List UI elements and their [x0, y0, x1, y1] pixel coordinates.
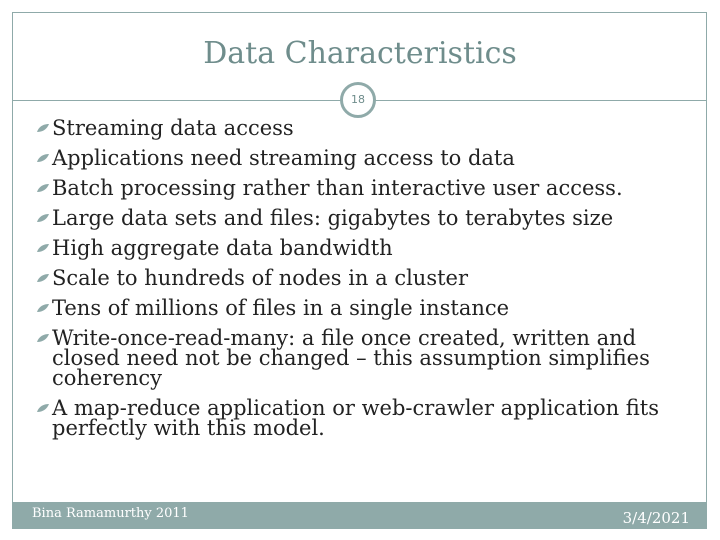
page-number-badge: 18: [340, 82, 376, 118]
bullet-list: [34, 118, 694, 448]
leaf-bullet-icon: [36, 273, 50, 283]
footer-date: 3/4/2021: [622, 509, 690, 527]
leaf-bullet-icon: [36, 153, 50, 163]
bullet-text: Applications need streaming access to data: [52, 146, 515, 170]
slide-title: Data Characteristics: [203, 36, 517, 71]
leaf-bullet-icon: [36, 333, 50, 343]
bullet-text: Large data sets and files: gigabytes to terabytes size: [52, 206, 614, 230]
leaf-bullet-icon: [36, 213, 50, 223]
bullet-item: [34, 208, 694, 228]
bullet-text: A map-reduce application or web-crawler application fits perfectly with this model.: [52, 396, 660, 440]
bullet-item: [34, 178, 694, 198]
leaf-bullet-icon: [36, 243, 50, 253]
bullet-text: Write-once-read-many: a file once created, written and closed need not be changed – this assumption simplifies coherency: [52, 326, 650, 390]
footer-author: Bina Ramamurthy 2011: [32, 506, 189, 521]
bullet-item: [34, 118, 694, 138]
bullet-text: Scale to hundreds of nodes in a cluster: [52, 266, 469, 290]
bullet-item: [34, 268, 694, 288]
bullet-item: [34, 148, 694, 168]
bullet-text: Streaming data access: [52, 116, 294, 140]
bullet-item: [34, 238, 694, 258]
bullet-item: [34, 298, 694, 318]
bullet-item: [34, 328, 694, 388]
bullet-text: High aggregate data bandwidth: [52, 236, 393, 260]
bullet-text: Tens of millions of files in a single instance: [52, 296, 510, 320]
leaf-bullet-icon: [36, 183, 50, 193]
leaf-bullet-icon: [36, 123, 50, 133]
bullet-item: [34, 398, 694, 438]
leaf-bullet-icon: [36, 403, 50, 413]
bullet-text: Batch processing rather than interactive user access.: [52, 176, 623, 200]
leaf-bullet-icon: [36, 303, 50, 313]
